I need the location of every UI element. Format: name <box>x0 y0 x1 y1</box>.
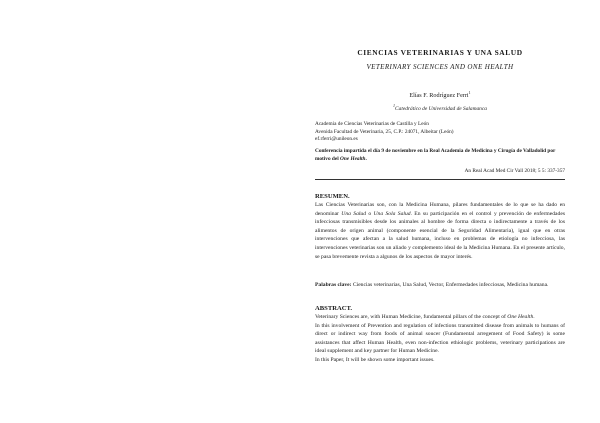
resumen-emphasis-1: Una Salud <box>341 210 367 217</box>
abstract-heading: ABSTRACT. <box>315 305 353 312</box>
address-line-1: Academia de Ciencias Veterinarias de Castilla y León <box>315 121 429 127</box>
abstract-paragraph-3: In this Paper, It will be shown some important issues. <box>315 356 435 363</box>
conference-text: Conferencia impartida el día 9 de noviembre en la Real Academia de Medicina y Cirugía de Valladolid por motivo del <box>315 148 556 162</box>
citation: An Real Acad Med Cir Vall 2018; 5 5: 337-357 <box>464 168 565 174</box>
conference-end: . <box>365 155 367 162</box>
author-name: Elías F. Rodríguez Ferri <box>409 92 469 100</box>
resumen-text-2: o <box>366 210 374 217</box>
affiliation-line <box>315 103 565 112</box>
abstract-text-2: . <box>533 314 535 320</box>
abstract-paragraph-2: In this involvement of Prevention and regulation of infections transmitted disease from animals to humans of direct or indirect way from foods of animal soucer (Fundamental arregement of Food Safety) is some assistances that affect Human Health, even non-infection ethiologic problems, veterinary participations are ideal supplement and key partner for Human Medicine. <box>315 322 565 355</box>
abstract-body <box>315 313 565 365</box>
affiliation-marker: 1 <box>393 103 396 108</box>
address-block <box>315 121 565 144</box>
conference-emphasis: One Health <box>340 155 366 162</box>
affiliation-text: Catedrático de Universidad de Salamanca <box>395 105 487 112</box>
keywords-label: Palabras clave: <box>315 282 352 288</box>
conference-note <box>315 148 565 163</box>
abstract-paragraph-1 <box>315 313 565 322</box>
resumen-text-1: Las Ciencias Veterinarias son, con la Medicina Humana, pilares fundamentales de lo que se ha dado en denominar <box>315 202 565 217</box>
abstract-text-1: Veterinary Sciences are, with Human Medicine, fundamental pillars of the concept of <box>315 314 508 320</box>
article-subtitle: VETERINARY SCIENCES AND ONE HEALTH <box>366 63 514 71</box>
address-line-2: Avenida Facultad de Veterinaria, 25, C.P.: 24071, Albeitar (León) <box>315 128 454 135</box>
resumen-text-3: . En su participación en el control y prevención de enfermedades infecciosas transmisibles desde los animales al hombre de forma directa o indirectamente a través de los alimentos de origen animal (componente esencial de la Seguridad Alimentaria), igual que en otras intervenciones que afectan a la salud humana, incluso en problemas de etiología no infecciosa, las intervenciones veterinarias son un aliado y complemento ideal de la Medicina Humana. En el presente artículo, se pasa brevemente revista a algunos de los aspectos de mayor interés. <box>315 210 565 260</box>
article-title: CIENCIAS VETERINARIAS Y UNA SALUD <box>357 48 523 57</box>
keywords <box>315 281 565 290</box>
author-line <box>315 90 565 99</box>
abstract-emphasis: One Health <box>507 314 534 320</box>
resumen-emphasis-2: Una Sola Salud <box>373 210 411 217</box>
resumen-body <box>315 201 565 261</box>
keywords-text: Ciencias veterinarias, Una Salud, Vector, Enfermedades infecciosas, Medicina humana. <box>351 282 549 288</box>
author-marker: 1 <box>468 90 471 95</box>
divider <box>315 179 565 180</box>
resumen-heading: RESUMEN. <box>315 193 350 200</box>
email-address[interactable]: ef.rferri@unileon.es <box>315 136 358 143</box>
